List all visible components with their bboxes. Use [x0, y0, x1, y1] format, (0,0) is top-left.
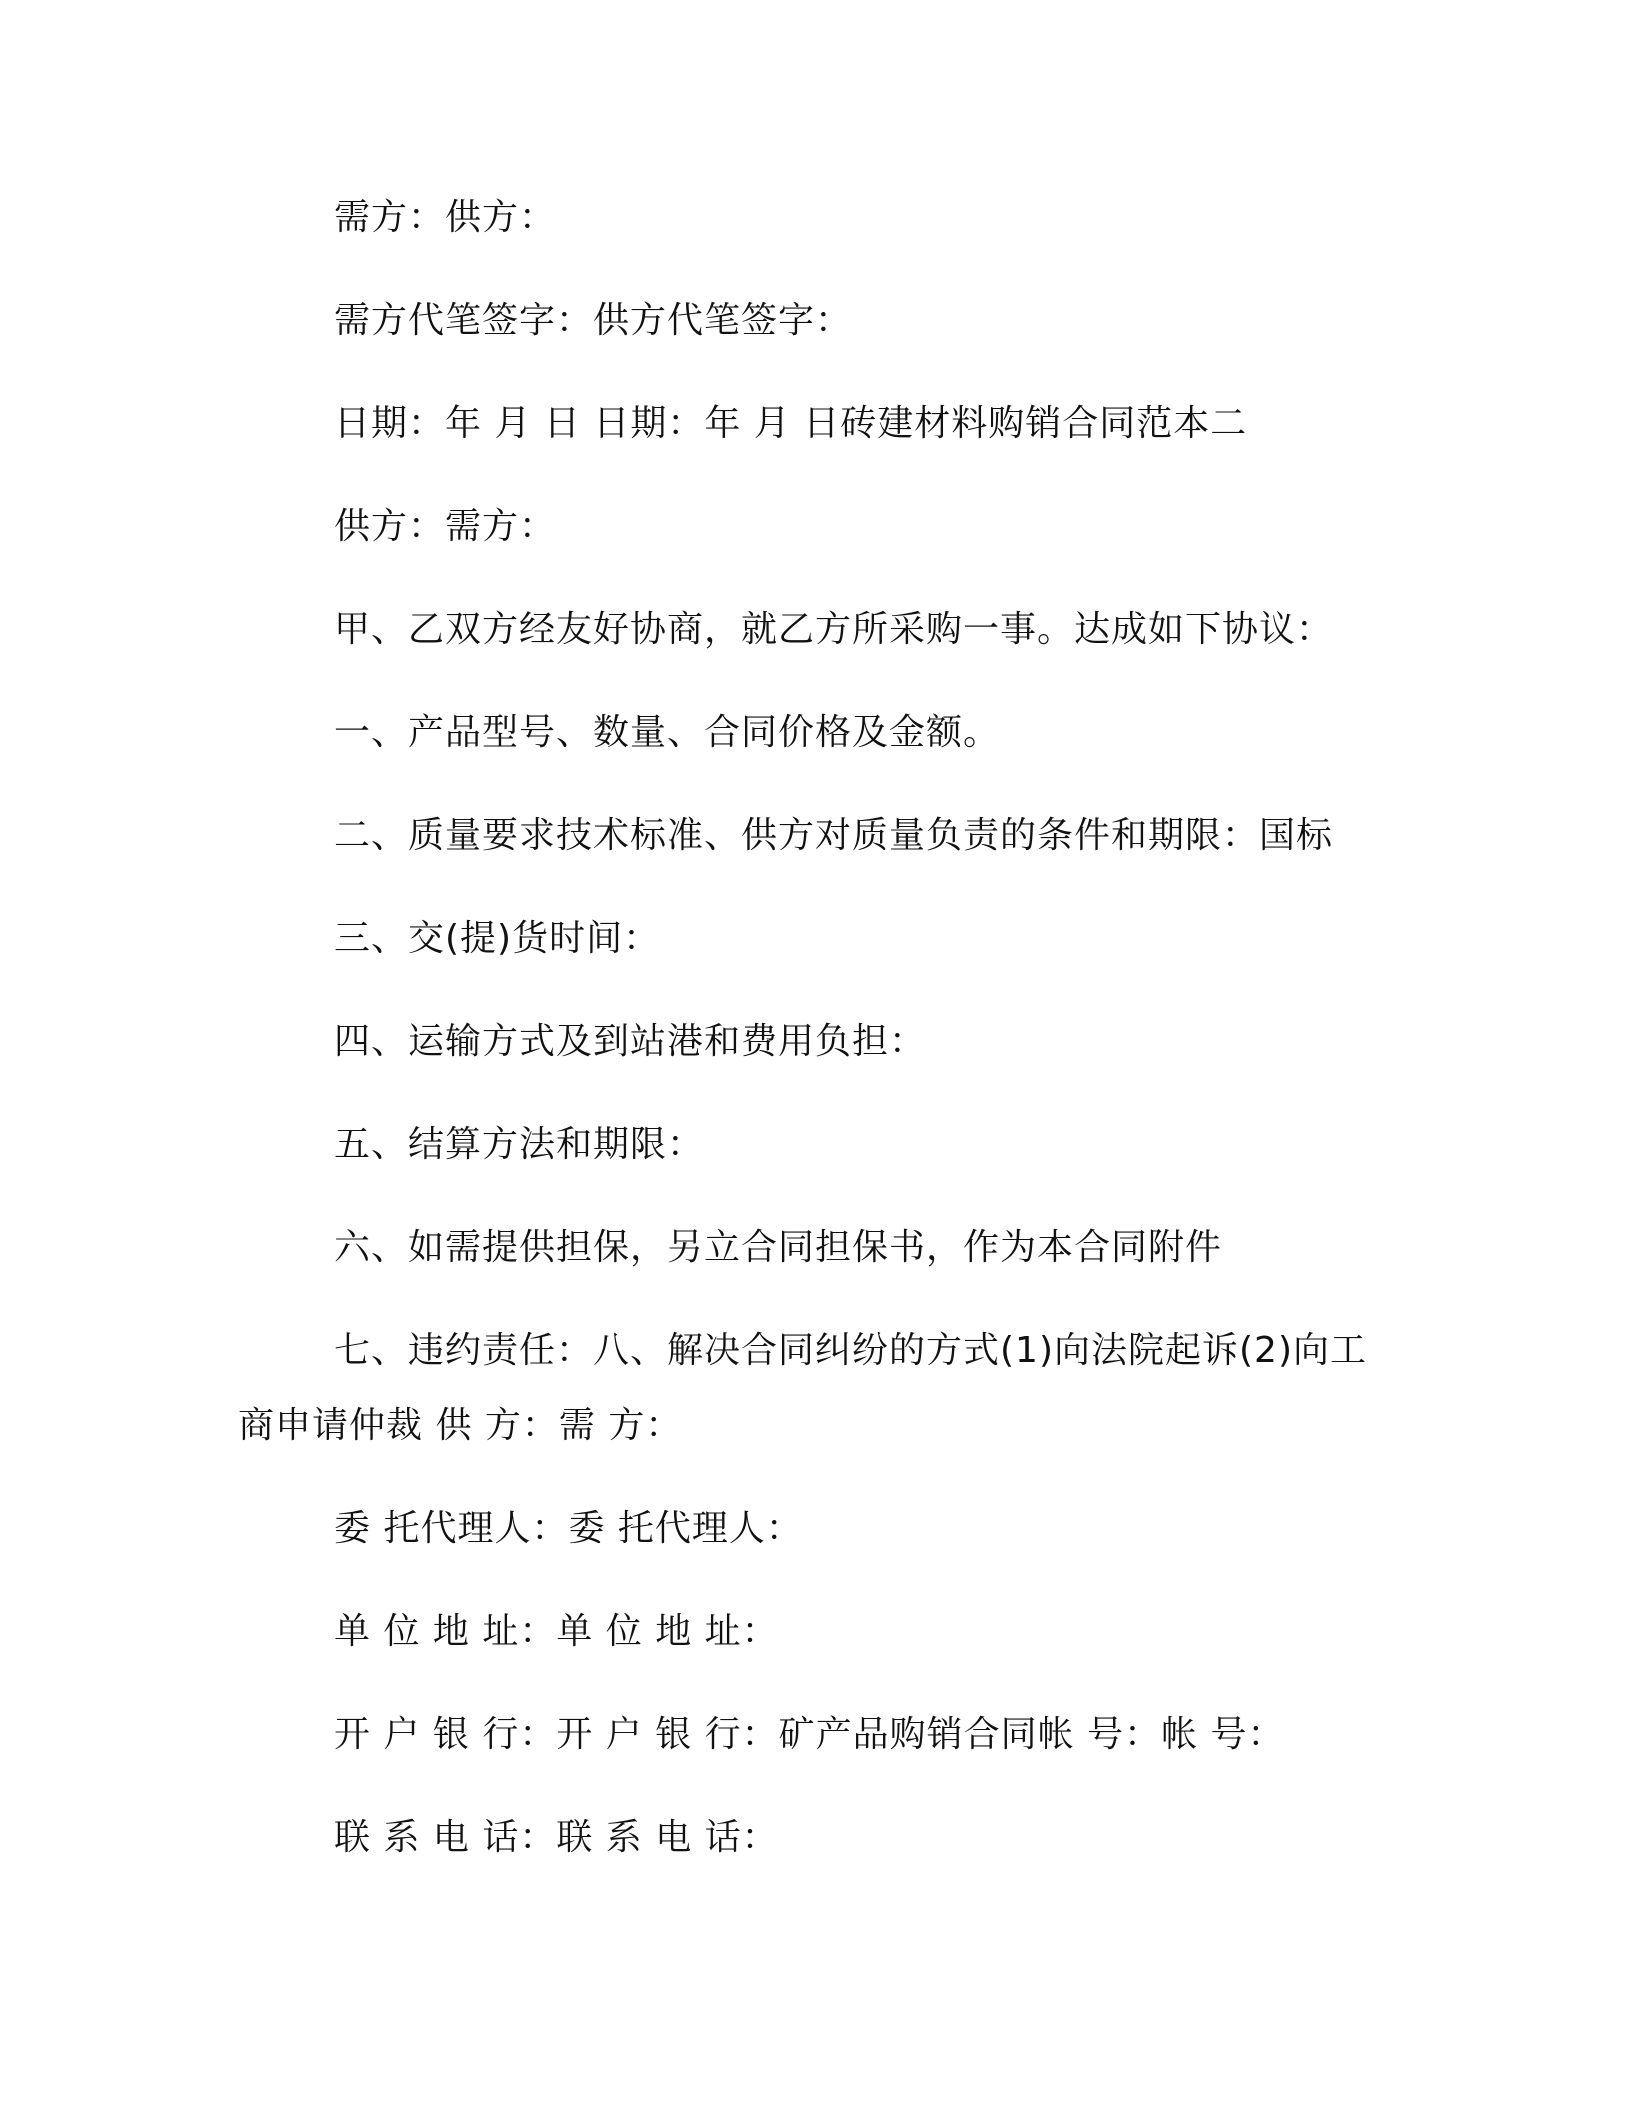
clause-8-continuation: 商申请仲裁 供 方：需 方：: [238, 1405, 683, 1446]
agent-line: 委 托代理人：委 托代理人：: [334, 1508, 803, 1549]
bank-account-line: 开 户 银 行：开 户 银 行：矿产品购销合同帐 号：帐 号：: [334, 1714, 1285, 1755]
clause-3: 三、交(提)货时间：: [334, 918, 661, 959]
address-line: 单 位 地 址：单 位 地 址：: [334, 1611, 779, 1652]
phone-line: 联 系 电 话：联 系 电 话：: [334, 1817, 779, 1858]
date-title-line: 日期：年 月 日 日期：年 月 日砖建材料购销合同范本二: [334, 403, 1248, 444]
supplier-demander-heading: 需方：供方：: [334, 197, 557, 238]
clause-2: 二、质量要求技术标准、供方对质量负责的条件和期限：国标: [334, 815, 1334, 856]
clause-7-8: 七、违约责任：八、解决合同纠纷的方式(1)向法院起诉(2)向工: [334, 1330, 1367, 1371]
parties-line: 供方：需方：: [334, 506, 557, 547]
agreement-intro: 甲、乙双方经友好协商，就乙方所采购一事。达成如下协议：: [334, 609, 1334, 650]
proxy-signature-line: 需方代笔签字：供方代笔签字：: [334, 300, 853, 341]
clause-5: 五、结算方法和期限：: [334, 1124, 705, 1165]
clause-1: 一、产品型号、数量、合同价格及金额。: [334, 712, 1001, 753]
clause-6: 六、如需提供担保，另立合同担保书，作为本合同附件: [334, 1227, 1223, 1268]
clause-4: 四、运输方式及到站港和费用负担：: [334, 1021, 927, 1062]
